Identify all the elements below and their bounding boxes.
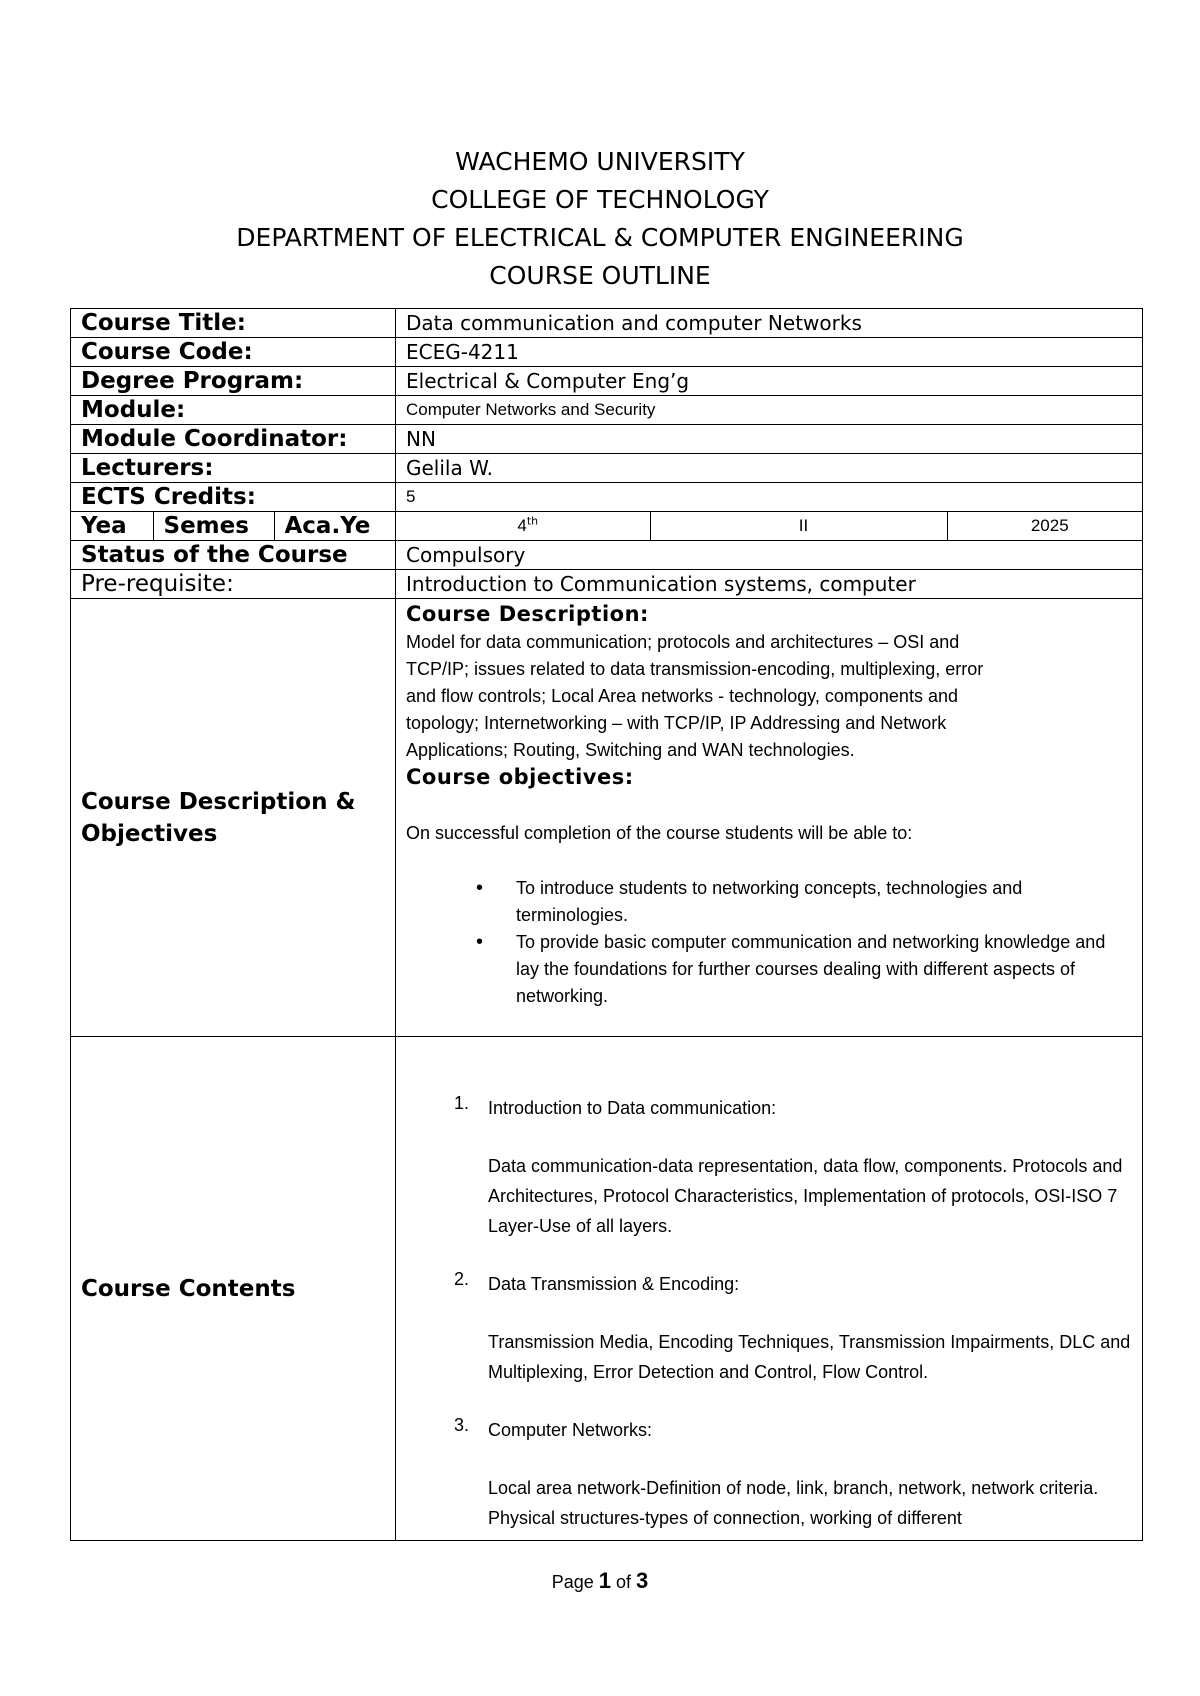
content-item-number: 2.: [454, 1269, 470, 1289]
degree-program-label: Degree Program:: [81, 367, 304, 394]
lecturers-row: [71, 454, 1143, 483]
content-item-number: 1.: [454, 1093, 470, 1113]
course-code-label: Course Code:: [81, 338, 253, 365]
content-item: [406, 1269, 1132, 1387]
description-line: Model for data communication; protocols and architectures – OSI and: [406, 632, 960, 652]
status-value: Compulsory: [406, 543, 526, 567]
contents-list: [406, 1093, 1132, 1533]
objective-item: • To introduce students to networking concepts, technologies and terminologies.: [516, 875, 1132, 929]
description-left-label: Course Description & Objectives: [81, 788, 356, 847]
description-row: [71, 599, 1143, 1037]
page-number: 1: [598, 1568, 611, 1593]
ects-value: 5: [406, 487, 416, 506]
page-word: Page: [551, 1572, 594, 1592]
ects-label: ECTS Credits:: [81, 483, 256, 510]
ects-row: [71, 483, 1143, 512]
document-title: COURSE OUTLINE: [489, 261, 711, 290]
academic-year-label: Aca.Ye: [284, 512, 371, 539]
contents-row: [71, 1037, 1143, 1541]
document-header: [0, 143, 1200, 295]
year-suffix: th: [526, 514, 539, 528]
page-footer: [0, 1568, 1200, 1594]
course-objectives-heading: Course objectives:: [406, 765, 634, 789]
content-item-title: Data Transmission & Encoding:: [488, 1274, 740, 1294]
degree-program-value: Electrical & Computer Eng’g: [406, 369, 690, 393]
department-name: DEPARTMENT OF ELECTRICAL & COMPUTER ENGINEERING: [236, 223, 964, 252]
module-coordinator-row: [71, 425, 1143, 454]
course-outline-table: [70, 308, 1143, 1541]
description-line: topology; Internetworking – with TCP/IP, IP Addressing and Network: [406, 713, 947, 733]
academic-year-value: 2025: [1030, 516, 1069, 535]
semester-label: Semes: [163, 512, 249, 539]
prerequisite-value: Introduction to Communication systems, computer: [406, 572, 916, 596]
prerequisite-label: Pre-requisite:: [81, 570, 234, 597]
content-item-number: 3.: [454, 1415, 470, 1435]
content-item-description: Transmission Media, Encoding Techniques, Transmission Impairments, DLC and Multiplexing, Error Detection and Control, Flow Control.: [488, 1332, 1131, 1382]
objectives-list: [406, 875, 1132, 1010]
course-code-value: ECEG-4211: [406, 340, 519, 364]
year-semester-row: [71, 512, 1143, 541]
prerequisite-row: [71, 570, 1143, 599]
course-title-label: Course Title:: [81, 309, 246, 336]
objective-item: • To provide basic computer communication and networking knowledge and lay the foundations for further courses dealing with different aspects of networking.: [516, 929, 1132, 1010]
page-total: 3: [636, 1568, 649, 1593]
description-line: TCP/IP; issues related to data transmission-encoding, multiplexing, error: [406, 659, 984, 679]
description-line: and flow controls; Local Area networks - technology, components and: [406, 686, 958, 706]
content-item-title: Computer Networks:: [488, 1420, 653, 1440]
content-item: [406, 1093, 1132, 1241]
course-title-row: [71, 309, 1143, 338]
status-label: Status of the Course: [81, 541, 348, 568]
content-item-description: Local area network-Definition of node, link, branch, network, network criteria. Physical structures-types of connection, working of different: [488, 1478, 1099, 1528]
contents-left-label: Course Contents: [81, 1275, 296, 1302]
module-label: Module:: [81, 396, 186, 423]
year-label: Yea: [81, 512, 127, 539]
semester-value: II: [798, 516, 809, 535]
lecturers-value: Gelila W.: [406, 456, 493, 480]
course-description-text: [406, 629, 1132, 764]
content-item: [406, 1415, 1132, 1533]
content-item-description: Data communication-data representation, data flow, components. Protocols and Architectures, Protocol Characteristics, Implementation of protocols, OSI-ISO 7 Layer-Use of all layers.: [488, 1156, 1123, 1236]
module-coordinator-label: Module Coordinator:: [81, 425, 348, 452]
of-word: of: [616, 1572, 632, 1592]
college-name: COLLEGE OF TECHNOLOGY: [431, 185, 769, 214]
year-value: 4: [517, 516, 527, 535]
course-code-row: [71, 338, 1143, 367]
module-value: Computer Networks and Security: [406, 400, 656, 419]
lecturers-label: Lecturers:: [81, 454, 214, 481]
objectives-intro: On successful completion of the course students will be able to:: [406, 823, 913, 843]
module-row: [71, 396, 1143, 425]
description-line: Applications; Routing, Switching and WAN technologies.: [406, 740, 855, 760]
course-title-value: Data communication and computer Networks: [406, 311, 862, 335]
status-row: [71, 541, 1143, 570]
degree-program-row: [71, 367, 1143, 396]
course-description-heading: Course Description:: [406, 602, 649, 626]
university-name: WACHEMO UNIVERSITY: [455, 147, 745, 176]
content-item-title: Introduction to Data communication:: [488, 1098, 777, 1118]
module-coordinator-value: NN: [406, 427, 436, 451]
